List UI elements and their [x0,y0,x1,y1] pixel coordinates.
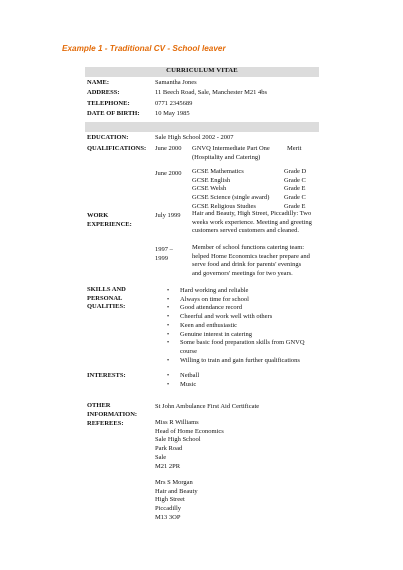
bullet-icon: • [167,357,170,364]
address-label: ADDRESS: [87,89,120,96]
skill-item: Always on time for school [180,295,249,303]
work-entry-line: helped Home Economics teacher prepare and [192,252,310,260]
qualification-detail: (Hospitality and Catering) [192,154,261,161]
referee-line: Miss R Williams [155,419,199,426]
qualifications-label: QUALIFICATIONS: [87,145,147,152]
gcse-subject: GCSE Religious Studies [192,202,256,210]
work-entry-line: weeks work experience. Meeting and greeting [192,218,312,226]
skill-item: Good attendance record [180,304,243,312]
referee-2 [155,479,198,523]
work-entry-line: customers served customers and cleaned. [192,227,300,235]
other-label-line: INFORMATION: [87,410,138,418]
qualification-grade: Merit [287,145,302,152]
qualification-date: June 2000 [155,145,182,152]
cv-title: CURRICULUM VITAE [166,67,238,74]
work-entry-line: serve food and drink for parents' evenings [192,261,302,269]
referee-line: Head of Home Economics [155,427,224,435]
work-date-line: 1997 – [155,246,173,253]
gcse-subjects [192,168,269,212]
referee-line: Sale [155,453,167,461]
name-value: Samantha Jones [155,79,197,86]
gcse-grade: Grade C [284,176,306,184]
gcse-subject: GCSE Welsh [192,185,227,193]
interest-item: Music [180,381,197,388]
gcse-subject: GCSE Mathematics [192,168,244,175]
skill-item: Willing to train and gain further qualifications [180,356,300,364]
skills-label-line: SKILLS AND [87,286,126,293]
work-entry-line: Hair and Beauty, High Street, Piccadilly: Two [192,210,312,217]
bullet-icon: • [167,340,170,347]
other-information-label [87,402,137,419]
work-entry [192,244,310,279]
skills-label-line: PERSONAL [87,294,123,302]
bullet-icon: • [167,296,170,303]
referee-line: Hair and Beauty [155,487,198,495]
work-label-line: WORK [87,212,109,219]
referee-line: High Street [155,496,185,504]
qualification-name: GNVQ Intermediate Part One [192,145,270,152]
skill-item: Keen and enthusiastic [180,321,238,329]
gcse-date: June 2000 [155,170,182,177]
other-label-line: OTHER [87,402,111,409]
referee-line: M21 2PR [155,462,181,470]
referee-1 [155,419,224,471]
gcse-grade: Grade E [284,185,306,193]
skill-item: Genuine interest in catering [180,330,253,338]
referee-line: Sale High School [155,436,201,444]
bullet-icon: • [167,288,170,294]
referee-line: Mrs S Morgan [155,479,193,486]
gcse-grades [284,168,306,212]
work-date: July 1999 [155,212,181,219]
telephone-value: 0771 2345689 [155,100,193,107]
skill-item: Some basic food preparation skills from GNVQ [180,339,305,347]
skills-label [87,286,126,312]
skills-label-line: QUALITIES: [87,303,126,311]
work-label-line: EXPERIENCE: [87,220,132,228]
other-information-value: St John Ambulance First Aid Certificate [155,403,260,410]
education-label: EDUCATION: [87,134,129,141]
interest-item: Netball [180,372,200,379]
bullet-icon: • [167,331,170,338]
work-experience-label [87,212,132,229]
skill-item: course [180,347,197,355]
bullet-icon: • [167,305,170,312]
document-heading: Example 1 - Traditional CV - School leaver [62,44,226,53]
telephone-label: TELEPHONE: [87,100,130,107]
bullet-icon: • [167,373,170,379]
gcse-grade: Grade E [284,202,306,210]
education-value: Sale High School 2002 - 2007 [155,134,234,141]
dob-value: 10 May 1985 [155,110,190,117]
section-band [85,122,319,132]
work-entry-line: and governors' meetings for two years. [192,270,293,278]
work-entry-line: Member of school functions catering team: [192,244,305,251]
gcse-subject: GCSE English [192,176,231,184]
dob-label: DATE OF BIRTH: [87,110,140,117]
skill-item: Cheerful and work well with others [180,313,273,321]
address-value: 11 Beech Road, Sale, Manchester M21 4bs [155,89,268,96]
gcse-grade: Grade D [284,168,307,175]
work-date-line: 1999 [155,254,168,262]
skill-item: Hard working and reliable [180,287,249,294]
referees-label: REFEREES: [87,420,124,427]
referee-line: Park Road [155,445,183,453]
referee-line: M13 3OP [155,513,181,521]
name-label: NAME: [87,79,110,86]
bullet-icon: • [167,314,170,321]
gcse-subject: GCSE Science (single award) [192,194,270,202]
work-entry [192,210,312,236]
interests-label: INTERESTS: [87,372,126,379]
bullet-icon: • [167,322,170,329]
referee-line: Piccadilly [155,505,181,513]
gcse-grade: Grade C [284,194,306,202]
work-date-range [155,246,173,263]
bullet-icon: • [167,382,170,388]
